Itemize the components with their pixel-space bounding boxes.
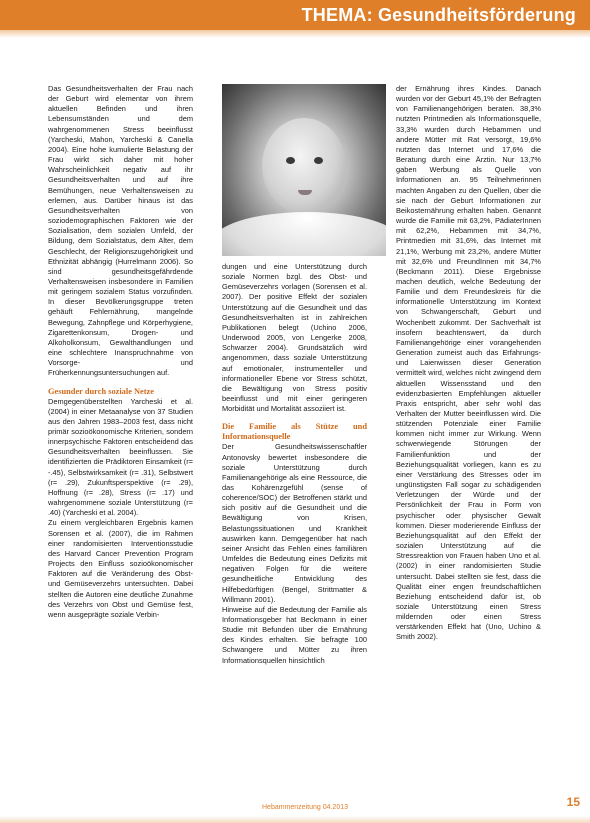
header-decoration	[0, 30, 590, 38]
eye	[286, 157, 295, 164]
paragraph: Demgegenüberstellten Yarcheski et al. (2004) in einer Metaanalyse von 37 Studien aus den Jahren 1983–2003 fest, dass nicht primär sozioökonomische Kriterien, sondern innerpsychische Faktoren entscheidend das Gesundheitsverhalten beeinflussen. Sie identifizierten die Prädiktoren Einsamkeit (r= -.45), Selbstwirksamkeit (r= .31), Selbstwert (r= .29), Zukunftsperspektive (r= .29), Hoffnung (r= .28), Stress (r= .17) und wahrgenommene soziale Unterstützung (r= .40) (Yarcheski et al. 2004).	[48, 396, 193, 518]
column-2	[222, 262, 367, 666]
column-3	[396, 84, 541, 643]
paragraph: Zu einem vergleichbaren Ergebnis kamen Sorensen et al. (2007), die im Rahmen einer randomisierten Interventionsstudie des Harvard Cancer Prevention Program Projects den Einfluss sozioökonomischer Faktoren auf die Veränderung des Obst- und Gemüseverzehrs untersuchten. Dabei stellten die Autoren eine deutliche Zunahme des Verzehrs von Obst und Gemüse fest, wenn ausgeprägte soziale Verbin-	[48, 518, 193, 619]
paragraph: Der Gesundheitswissenschaftler Antonovsky bewertet insbesondere die soziale Unterstützung durch Familienangehörige als eine Ressource, die das Kohärenzgefühl (sense of coherence/SOC) der Betroffenen stärkt und sich positiv auf die Gesundheit und die Bewältigung von Krisen, Belastungssituationen und Krankheit auswirken kann. Demgegenüber hat nach seiner Ansicht das Fehlen eines familiären Umfeldes die Bedeutung eines Defizits mit negativen Folgen für die weitere gesundheitliche Entwicklung des Hilfebedürftigen (Bengel, Strittmatter & Willmann 2001).	[222, 442, 367, 604]
paragraph: Das Gesundheitsverhalten der Frau nach der Geburt wird elementar von ihrem aktuellen Befinden und ihren Lebensumständen und dem wahrgenommenen Stress beeinflusst (Yarcheski, Mahon, Yarcheski & Canella 2004). Eine hohe kumulierte Belastung der Frau wirkt sich daher mit hoher Wahrscheinlichkeit negativ auf ihr Gesundheitsverhalten und auf ihre Bemühungen, neue Verhaltensweisen zu erlernen, aus. Darüber hinaus ist das Gesundheitsverhalten von soziodemographischen Faktoren wie der Sozialisation, dem sozialen Umfeld, der Bildung, dem Sozialstatus, dem Alter, dem Geschlecht, der Religionszugehörigkeit und Ethnizität abhängig (Hurrelmann 2006). So sind gesundheitsgefährdende Verhaltensweisen insbesondere in Familien mit geringem sozialem Status vorzufinden. In dieser Bevölkerungsgruppe treten gehäuft Fehlernährung, mangelnde Bewegung, Zahnpflege und Körperhygiene, Zigarettenkonsum, Drogen- und Alkoholkonsum, Gewalthandlungen und eine schlechtere Inanspruchnahme von Vorsorge- und Früherkennungsuntersuchungen auf.	[48, 84, 193, 378]
paragraph: Hinweise auf die Bedeutung der Familie als Informationsgeber hat Beckmann in einer Studie mit Befunden über die Ernährung des Kindes erhalten. Sie befragte 100 Schwangere und Mütter zu ihren Informationsquellen hinsichtlich	[222, 604, 367, 665]
baby-face	[262, 118, 346, 214]
paragraph: der Ernährung ihres Kindes. Danach wurden vor der Geburt 45,1% der Befragten von Familienangehörigen beraten. 38,3% nutzten Printmedien als Informationsquelle, 33,3% wurden durch Hebammen und andere Mütter mit Rat versorgt, 19,6% nutzten das Internet und 17,6% die Beratung durch eine Ärztin. Nur 13,7% gaben Werbung als Quelle von Informationen an. 95 Teilnehmerinnen machten Angaben zu den Quellen, über die sie nach der Geburt Informationen zur Beikosternährung erhalten haben. Genannt wurde die Familie mit 63,2%, PädiaterInnen mit 62,2%, Hebammen mit 34,7%, Printmedien mit 31,6%, das Internet mit 21,1%, Werbung mit 23,2%, andere Mütter mit 32,6% und FreundInnen mit 34,7% (Beckmann 2011). Diese Ergebnisse machen deutlich, welche Bedeutung der Familie und dem Freundeskreis für die informationelle Unterstützung im Kontext von Schwangerschaft, Geburt und Wochenbett zukommt. Der Sachverhalt ist insofern beachtenswert, da durch Familienangehörige einer vorangehenden Generation zumeist auch das Erfahrungs- und Laienwissen dieser Generation vermittelt wird, welches nicht zwingend dem aktuellen Wissensstand und den evidenzbasierten Empfehlungen aktueller Praxis entspricht, aber sehr wohl das Verhalten der Mutter beeinflussen wird. Die stützenden Potenziale einer Familie kommen nicht immer zur Wirkung. Wenn schwerwiegende Störungen der Familienfunktion und der Beziehungsqualität vorliegen, kann es zu einer Verstärkung des Stresses oder im ungünstigsten Fall sogar zu schädigenden Verletzungen der Würde und der Persönlichkeit der Frau in Form von psychischer oder physischer Gewalt kommen. Dieser moderierende Einfluss der Beziehungsqualität auf den Effekt der sozialen Unterstützung auf die Stressreaktion von Frauen haben Uno et al. (2002) in einer randomisierten Studie untersucht. Dabei stellten sie fest, dass die Qualität einer engen freundschaftlichen Beziehung entscheidend dafür ist, ob soziale Unterstützung einen Stress mildernden oder einen Stress verstärkenden Effekt hat (Uno, Uchino & Smith 2002).	[396, 84, 541, 642]
section-heading: Die Familie als Stütze und Informationsquelle	[222, 422, 367, 442]
section-title: THEMA: Gesundheitsförderung	[301, 5, 576, 25]
journal-footer: Hebammenzeitung 04.2013	[262, 804, 349, 811]
bottom-decoration	[0, 816, 590, 823]
page-number: 15	[566, 795, 580, 809]
baby-photo	[222, 84, 386, 256]
paragraph: dungen und eine Unterstützung durch soziale Normen bzgl. des Obst- und Gemüseverzehrs vorlagen (Sorensen et al. 2007). Der positive Effekt der sozialen Unterstützung auf die Gesundheit und das Gesundheitsverhalten ist in zahlreichen Publikationen belegt (Uchino 2006, Underwood 2005, von Lengerke 2008, Schwarzer 2004). Grundsätzlich wird angenommen, dass soziale Unterstützung auf emotionaler, instrumenteller und informationeller Ebene vor Stress schützt, die Bewältigung von Stress positiv beeinflusst und mit einer geringeren Morbidität und Mortalität assoziiert ist.	[222, 262, 367, 414]
header-bar	[0, 0, 590, 34]
eye	[314, 157, 323, 164]
section-heading: Gesunder durch soziale Netze	[48, 386, 154, 396]
column-1	[48, 84, 193, 620]
blanket	[222, 212, 386, 256]
